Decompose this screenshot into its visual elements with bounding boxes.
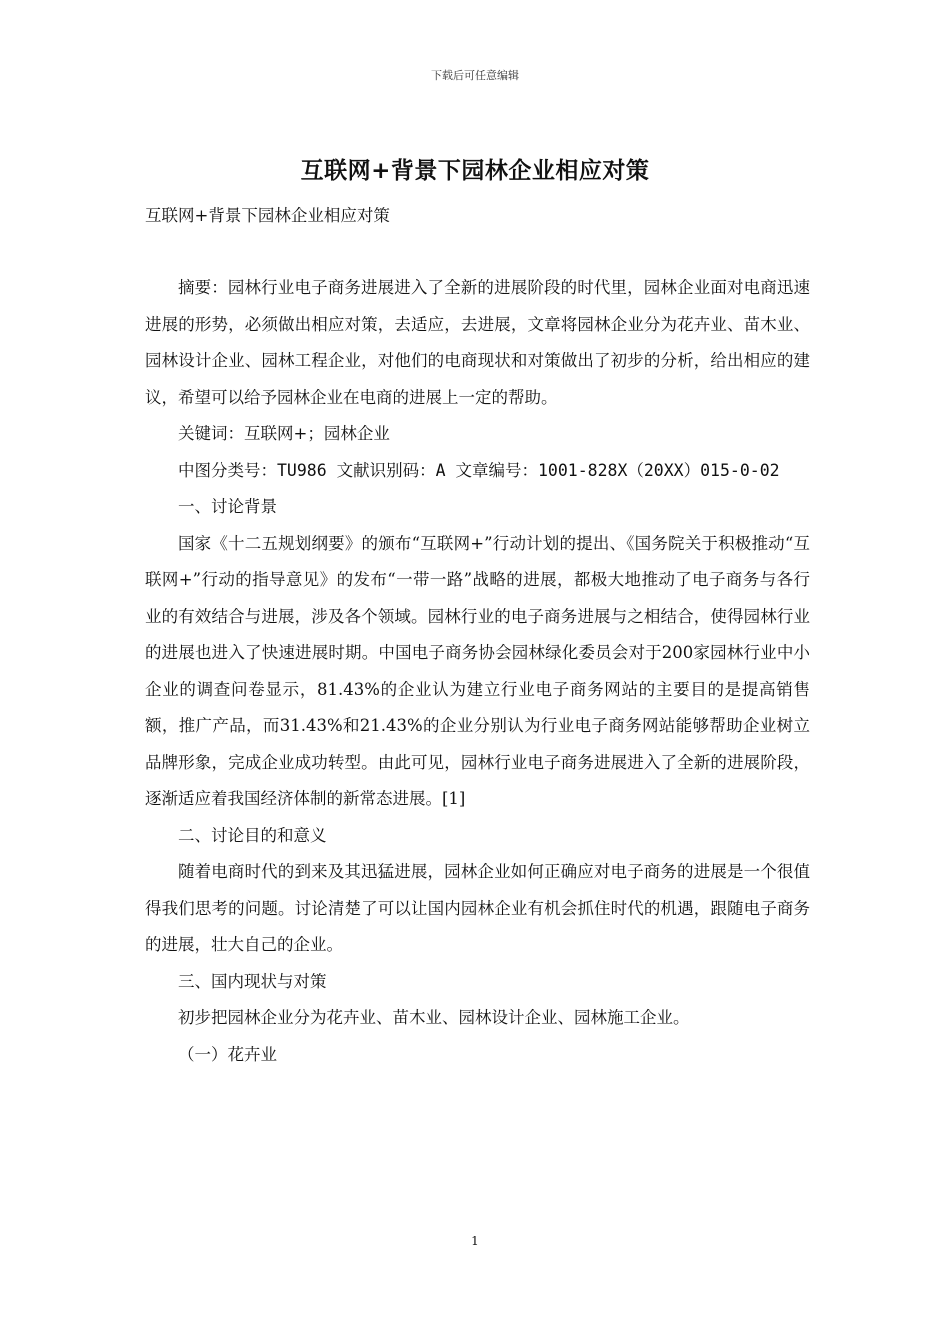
classification-paragraph: 中图分类号：TU986 文献识别码：A 文章编号：1001-828X（20XX）015-0-02 (178, 460, 780, 480)
section-heading-status: 三、国内现状与对策 (178, 971, 327, 991)
background-paragraph: 国家《十二五规划纲要》的颁布“互联网+”行动计划的提出、《国务院关于积极推动“互联网+”行动的指导意见》的发布“一带一路”战略的进展，都极大地推动了电子商务与各行业的有效结合与进展，涉及各个领域。园林行业的电子商务进展与之相结合，使得园林行业的进展也进入了快速进展时期。中国电子商务协会园林绿化委员会对于200家园林行业中小企业的调查问卷显示，81.43%的企业认为建立行业电子商务网站的主要目的是提高销售额，推广产品，而31.43%和21.43%的企业分别认为行业电子商务网站能够帮助企业树立品牌形象，完成企业成功转型。由此可见，园林行业电子商务进展进入了全新的进展阶段，逐渐适应着我国经济体制的新常态进展。[1] (145, 533, 810, 808)
purpose-paragraph: 随着电商时代的到来及其迅猛进展，园林企业如何正确应对电子商务的进展是一个很值得我们思考的问题。讨论清楚了可以让国内园林企业有机会抓住时代的机遇，跟随电子商务的进展，壮大自己的企业。 (145, 862, 810, 954)
document-title: 互联网+背景下园林企业相应对策 (300, 158, 650, 184)
subsection-heading-flowers: （一）花卉业 (178, 1044, 277, 1064)
document-subtitle: 互联网+背景下园林企业相应对策 (145, 206, 390, 225)
section-heading-background: 一、讨论背景 (178, 497, 277, 516)
status-paragraph: 初步把园林企业分为花卉业、苗木业、园林设计企业、园林施工企业。 (178, 1008, 690, 1027)
section-heading-purpose: 二、讨论目的和意义 (178, 825, 327, 845)
abstract-paragraph: 摘要：园林行业电子商务进展进入了全新的进展阶段的时代里，园林企业面对电商迅速进展的形势，必须做出相应对策，去适应，去进展，文章将园林企业分为花卉业、苗木业、园林设计企业、园林工程企业，对他们的电商现状和对策做出了初步的分析，给出相应的建议，希望可以给予园林企业在电商的进展上一定的帮助。 (145, 278, 810, 407)
document-body (145, 270, 810, 1073)
keywords-paragraph: 关键词：互联网+；园林企业 (178, 424, 390, 443)
page-number: 1 (471, 1234, 479, 1248)
header-note: 下载后可任意编辑 (431, 69, 519, 82)
